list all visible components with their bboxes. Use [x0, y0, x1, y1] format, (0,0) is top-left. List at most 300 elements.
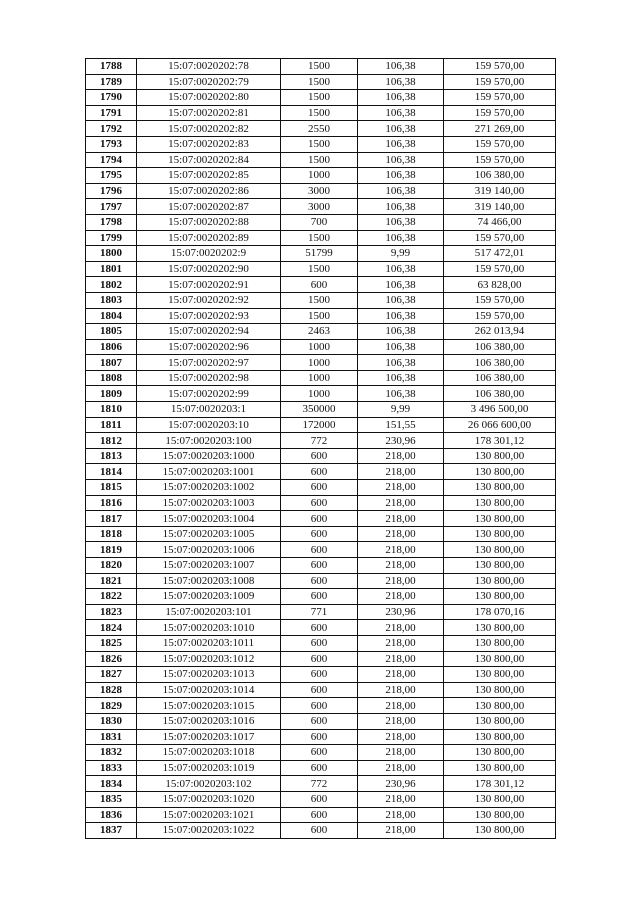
rate-cell: 106,38: [358, 339, 444, 355]
row-number-cell: 1820: [86, 558, 137, 574]
cadastral-number-cell: 15:07:0020203:1011: [137, 635, 281, 651]
rate-cell: 218,00: [358, 698, 444, 714]
row-number-cell: 1810: [86, 402, 137, 418]
cadastral-number-cell: 15:07:0020202:85: [137, 168, 281, 184]
row-number-cell: 1806: [86, 339, 137, 355]
area-cell: 600: [281, 635, 358, 651]
value-cell: 63 828,00: [444, 277, 556, 293]
row-number-cell: 1800: [86, 246, 137, 262]
value-cell: 106 380,00: [444, 168, 556, 184]
area-cell: 600: [281, 791, 358, 807]
cadastral-number-cell: 15:07:0020203:1012: [137, 651, 281, 667]
row-number-cell: 1809: [86, 386, 137, 402]
table-row: [86, 791, 556, 807]
row-number-cell: 1802: [86, 277, 137, 293]
row-number-cell: 1835: [86, 791, 137, 807]
row-number-cell: 1827: [86, 667, 137, 683]
rate-cell: 106,38: [358, 136, 444, 152]
rate-cell: 218,00: [358, 480, 444, 496]
value-cell: 159 570,00: [444, 152, 556, 168]
value-cell: 130 800,00: [444, 480, 556, 496]
cadastral-number-cell: 15:07:0020203:102: [137, 776, 281, 792]
rate-cell: 218,00: [358, 760, 444, 776]
rate-cell: 218,00: [358, 558, 444, 574]
cadastral-number-cell: 15:07:0020203:1017: [137, 729, 281, 745]
row-number-cell: 1805: [86, 324, 137, 340]
value-cell: 178 301,12: [444, 433, 556, 449]
area-cell: 600: [281, 807, 358, 823]
value-cell: 159 570,00: [444, 261, 556, 277]
area-cell: 600: [281, 464, 358, 480]
table-row: [86, 292, 556, 308]
area-cell: 600: [281, 480, 358, 496]
value-cell: 130 800,00: [444, 667, 556, 683]
table-row: [86, 823, 556, 839]
table-row: [86, 464, 556, 480]
area-cell: 600: [281, 698, 358, 714]
value-cell: 130 800,00: [444, 651, 556, 667]
area-cell: 51799: [281, 246, 358, 262]
area-cell: 771: [281, 604, 358, 620]
area-cell: 1000: [281, 355, 358, 371]
cadastral-number-cell: 15:07:0020203:1001: [137, 464, 281, 480]
value-cell: 130 800,00: [444, 526, 556, 542]
area-cell: 1500: [281, 59, 358, 75]
rate-cell: 106,38: [358, 90, 444, 106]
rate-cell: 106,38: [358, 370, 444, 386]
area-cell: 3000: [281, 199, 358, 215]
value-cell: 130 800,00: [444, 682, 556, 698]
rate-cell: 106,38: [358, 59, 444, 75]
cadastral-number-cell: 15:07:0020203:100: [137, 433, 281, 449]
rate-cell: 106,38: [358, 230, 444, 246]
rate-cell: 151,55: [358, 417, 444, 433]
area-cell: 600: [281, 495, 358, 511]
cadastral-number-cell: 15:07:0020202:99: [137, 386, 281, 402]
row-number-cell: 1804: [86, 308, 137, 324]
value-cell: 159 570,00: [444, 59, 556, 75]
row-number-cell: 1788: [86, 59, 137, 75]
table-row: [86, 90, 556, 106]
cadastral-number-cell: 15:07:0020203:1015: [137, 698, 281, 714]
row-number-cell: 1821: [86, 573, 137, 589]
row-number-cell: 1815: [86, 480, 137, 496]
row-number-cell: 1793: [86, 136, 137, 152]
rate-cell: 218,00: [358, 791, 444, 807]
rate-cell: 218,00: [358, 729, 444, 745]
value-cell: 271 269,00: [444, 121, 556, 137]
table-row: [86, 682, 556, 698]
area-cell: 172000: [281, 417, 358, 433]
area-cell: 600: [281, 745, 358, 761]
value-cell: 106 380,00: [444, 386, 556, 402]
table-row: [86, 511, 556, 527]
area-cell: 1500: [281, 105, 358, 121]
value-cell: 130 800,00: [444, 823, 556, 839]
cadastral-number-cell: 15:07:0020202:81: [137, 105, 281, 121]
table-row: [86, 729, 556, 745]
cadastral-number-cell: 15:07:0020203:1020: [137, 791, 281, 807]
rate-cell: 106,38: [358, 277, 444, 293]
rate-cell: 106,38: [358, 292, 444, 308]
cadastral-number-cell: 15:07:0020202:90: [137, 261, 281, 277]
cadastral-number-cell: 15:07:0020203:1003: [137, 495, 281, 511]
row-number-cell: 1814: [86, 464, 137, 480]
value-cell: 130 800,00: [444, 542, 556, 558]
table-row: [86, 635, 556, 651]
table-row: [86, 246, 556, 262]
value-cell: 130 800,00: [444, 589, 556, 605]
value-cell: 130 800,00: [444, 729, 556, 745]
value-cell: 178 301,12: [444, 776, 556, 792]
cadastral-number-cell: 15:07:0020203:1014: [137, 682, 281, 698]
cadastral-table: [85, 58, 556, 839]
table-row: [86, 105, 556, 121]
rate-cell: 106,38: [358, 324, 444, 340]
rate-cell: 218,00: [358, 823, 444, 839]
rate-cell: 218,00: [358, 651, 444, 667]
value-cell: 106 380,00: [444, 355, 556, 371]
rate-cell: 218,00: [358, 713, 444, 729]
row-number-cell: 1791: [86, 105, 137, 121]
area-cell: 600: [281, 682, 358, 698]
area-cell: 1000: [281, 339, 358, 355]
table-row: [86, 433, 556, 449]
area-cell: 600: [281, 542, 358, 558]
value-cell: 159 570,00: [444, 292, 556, 308]
cadastral-number-cell: 15:07:0020203:101: [137, 604, 281, 620]
area-cell: 1500: [281, 261, 358, 277]
row-number-cell: 1831: [86, 729, 137, 745]
cadastral-number-cell: 15:07:0020202:79: [137, 74, 281, 90]
cadastral-number-cell: 15:07:0020203:1004: [137, 511, 281, 527]
cadastral-number-cell: 15:07:0020202:88: [137, 214, 281, 230]
cadastral-number-cell: 15:07:0020202:87: [137, 199, 281, 215]
cadastral-number-cell: 15:07:0020202:93: [137, 308, 281, 324]
rate-cell: 106,38: [358, 183, 444, 199]
table-row: [86, 121, 556, 137]
value-cell: 130 800,00: [444, 558, 556, 574]
table-row: [86, 651, 556, 667]
area-cell: 3000: [281, 183, 358, 199]
area-cell: 600: [281, 667, 358, 683]
row-number-cell: 1798: [86, 214, 137, 230]
cadastral-number-cell: 15:07:0020203:1021: [137, 807, 281, 823]
value-cell: 130 800,00: [444, 464, 556, 480]
value-cell: 26 066 600,00: [444, 417, 556, 433]
area-cell: 600: [281, 589, 358, 605]
value-cell: 74 466,00: [444, 214, 556, 230]
rate-cell: 106,38: [358, 308, 444, 324]
row-number-cell: 1797: [86, 199, 137, 215]
value-cell: 130 800,00: [444, 698, 556, 714]
area-cell: 1500: [281, 292, 358, 308]
rate-cell: 106,38: [358, 214, 444, 230]
row-number-cell: 1829: [86, 698, 137, 714]
rate-cell: 218,00: [358, 745, 444, 761]
rate-cell: 106,38: [358, 152, 444, 168]
rate-cell: 9,99: [358, 402, 444, 418]
row-number-cell: 1817: [86, 511, 137, 527]
value-cell: 130 800,00: [444, 807, 556, 823]
cadastral-number-cell: 15:07:0020202:89: [137, 230, 281, 246]
area-cell: 600: [281, 558, 358, 574]
table-row: [86, 448, 556, 464]
value-cell: 3 496 500,00: [444, 402, 556, 418]
cadastral-number-cell: 15:07:0020202:84: [137, 152, 281, 168]
table-row: [86, 214, 556, 230]
rate-cell: 218,00: [358, 464, 444, 480]
value-cell: 130 800,00: [444, 791, 556, 807]
table-row: [86, 152, 556, 168]
table-row: [86, 495, 556, 511]
rate-cell: 218,00: [358, 573, 444, 589]
value-cell: 130 800,00: [444, 448, 556, 464]
value-cell: 178 070,16: [444, 604, 556, 620]
rate-cell: 106,38: [358, 261, 444, 277]
value-cell: 262 013,94: [444, 324, 556, 340]
row-number-cell: 1826: [86, 651, 137, 667]
area-cell: 600: [281, 729, 358, 745]
rate-cell: 106,38: [358, 355, 444, 371]
rate-cell: 230,96: [358, 776, 444, 792]
table-row: [86, 59, 556, 75]
row-number-cell: 1789: [86, 74, 137, 90]
area-cell: 600: [281, 620, 358, 636]
cadastral-number-cell: 15:07:0020203:1019: [137, 760, 281, 776]
table-row: [86, 589, 556, 605]
rate-cell: 230,96: [358, 604, 444, 620]
cadastral-number-cell: 15:07:0020202:97: [137, 355, 281, 371]
cadastral-number-cell: 15:07:0020202:78: [137, 59, 281, 75]
table-row: [86, 558, 556, 574]
table-row: [86, 573, 556, 589]
area-cell: 1500: [281, 90, 358, 106]
row-number-cell: 1833: [86, 760, 137, 776]
table-row: [86, 136, 556, 152]
cadastral-number-cell: 15:07:0020202:98: [137, 370, 281, 386]
cadastral-number-cell: 15:07:0020202:92: [137, 292, 281, 308]
rate-cell: 9,99: [358, 246, 444, 262]
rate-cell: 106,38: [358, 74, 444, 90]
area-cell: 2463: [281, 324, 358, 340]
row-number-cell: 1836: [86, 807, 137, 823]
row-number-cell: 1807: [86, 355, 137, 371]
rate-cell: 218,00: [358, 635, 444, 651]
row-number-cell: 1828: [86, 682, 137, 698]
area-cell: 772: [281, 433, 358, 449]
row-number-cell: 1795: [86, 168, 137, 184]
area-cell: 600: [281, 713, 358, 729]
table-row: [86, 386, 556, 402]
area-cell: 2550: [281, 121, 358, 137]
cadastral-number-cell: 15:07:0020203:1016: [137, 713, 281, 729]
row-number-cell: 1825: [86, 635, 137, 651]
row-number-cell: 1819: [86, 542, 137, 558]
row-number-cell: 1792: [86, 121, 137, 137]
cadastral-number-cell: 15:07:0020203:1005: [137, 526, 281, 542]
table-row: [86, 480, 556, 496]
value-cell: 130 800,00: [444, 635, 556, 651]
table-row: [86, 713, 556, 729]
row-number-cell: 1803: [86, 292, 137, 308]
rate-cell: 218,00: [358, 511, 444, 527]
area-cell: 600: [281, 277, 358, 293]
table-row: [86, 807, 556, 823]
value-cell: 106 380,00: [444, 339, 556, 355]
table-row: [86, 277, 556, 293]
cadastral-number-cell: 15:07:0020203:1002: [137, 480, 281, 496]
rate-cell: 106,38: [358, 121, 444, 137]
row-number-cell: 1794: [86, 152, 137, 168]
area-cell: 1000: [281, 370, 358, 386]
area-cell: 1500: [281, 136, 358, 152]
table-body: [86, 59, 556, 839]
area-cell: 700: [281, 214, 358, 230]
cadastral-number-cell: 15:07:0020202:82: [137, 121, 281, 137]
rate-cell: 106,38: [358, 168, 444, 184]
row-number-cell: 1808: [86, 370, 137, 386]
row-number-cell: 1801: [86, 261, 137, 277]
value-cell: 159 570,00: [444, 136, 556, 152]
table-row: [86, 183, 556, 199]
cadastral-number-cell: 15:07:0020202:80: [137, 90, 281, 106]
value-cell: 319 140,00: [444, 183, 556, 199]
rate-cell: 230,96: [358, 433, 444, 449]
area-cell: 1500: [281, 74, 358, 90]
table-row: [86, 526, 556, 542]
cadastral-number-cell: 15:07:0020202:91: [137, 277, 281, 293]
table-row: [86, 417, 556, 433]
value-cell: 159 570,00: [444, 230, 556, 246]
table-row: [86, 370, 556, 386]
table-row: [86, 74, 556, 90]
area-cell: 600: [281, 573, 358, 589]
rate-cell: 218,00: [358, 495, 444, 511]
rate-cell: 106,38: [358, 105, 444, 121]
cadastral-number-cell: 15:07:0020203:1013: [137, 667, 281, 683]
row-number-cell: 1822: [86, 589, 137, 605]
row-number-cell: 1812: [86, 433, 137, 449]
rate-cell: 218,00: [358, 448, 444, 464]
row-number-cell: 1837: [86, 823, 137, 839]
value-cell: 159 570,00: [444, 105, 556, 121]
rate-cell: 218,00: [358, 589, 444, 605]
area-cell: 600: [281, 511, 358, 527]
area-cell: 350000: [281, 402, 358, 418]
cadastral-number-cell: 15:07:0020202:96: [137, 339, 281, 355]
table-row: [86, 604, 556, 620]
rate-cell: 218,00: [358, 526, 444, 542]
row-number-cell: 1824: [86, 620, 137, 636]
area-cell: 600: [281, 823, 358, 839]
rate-cell: 106,38: [358, 199, 444, 215]
table-row: [86, 230, 556, 246]
cadastral-number-cell: 15:07:0020203:1022: [137, 823, 281, 839]
table-row: [86, 339, 556, 355]
table-row: [86, 776, 556, 792]
value-cell: 517 472,01: [444, 246, 556, 262]
row-number-cell: 1790: [86, 90, 137, 106]
rate-cell: 218,00: [358, 807, 444, 823]
rate-cell: 218,00: [358, 682, 444, 698]
value-cell: 319 140,00: [444, 199, 556, 215]
table-row: [86, 324, 556, 340]
value-cell: 159 570,00: [444, 74, 556, 90]
cadastral-number-cell: 15:07:0020203:1006: [137, 542, 281, 558]
cadastral-number-cell: 15:07:0020203:1018: [137, 745, 281, 761]
table-row: [86, 355, 556, 371]
table-row: [86, 261, 556, 277]
value-cell: 159 570,00: [444, 90, 556, 106]
table-row: [86, 402, 556, 418]
rate-cell: 218,00: [358, 667, 444, 683]
area-cell: 600: [281, 760, 358, 776]
area-cell: 772: [281, 776, 358, 792]
rate-cell: 218,00: [358, 620, 444, 636]
row-number-cell: 1796: [86, 183, 137, 199]
table-row: [86, 168, 556, 184]
rate-cell: 106,38: [358, 386, 444, 402]
area-cell: 1500: [281, 308, 358, 324]
table-row: [86, 542, 556, 558]
value-cell: 130 800,00: [444, 620, 556, 636]
row-number-cell: 1811: [86, 417, 137, 433]
value-cell: 159 570,00: [444, 308, 556, 324]
table-row: [86, 760, 556, 776]
value-cell: 106 380,00: [444, 370, 556, 386]
area-cell: 1000: [281, 168, 358, 184]
cadastral-number-cell: 15:07:0020202:86: [137, 183, 281, 199]
row-number-cell: 1830: [86, 713, 137, 729]
row-number-cell: 1832: [86, 745, 137, 761]
area-cell: 1500: [281, 230, 358, 246]
table-row: [86, 745, 556, 761]
row-number-cell: 1834: [86, 776, 137, 792]
row-number-cell: 1823: [86, 604, 137, 620]
value-cell: 130 800,00: [444, 511, 556, 527]
value-cell: 130 800,00: [444, 713, 556, 729]
value-cell: 130 800,00: [444, 760, 556, 776]
row-number-cell: 1818: [86, 526, 137, 542]
table-row: [86, 698, 556, 714]
cadastral-number-cell: 15:07:0020203:1007: [137, 558, 281, 574]
cadastral-number-cell: 15:07:0020202:9: [137, 246, 281, 262]
cadastral-number-cell: 15:07:0020203:10: [137, 417, 281, 433]
table-row: [86, 620, 556, 636]
cadastral-number-cell: 15:07:0020203:1009: [137, 589, 281, 605]
row-number-cell: 1816: [86, 495, 137, 511]
table-row: [86, 667, 556, 683]
area-cell: 600: [281, 651, 358, 667]
cadastral-number-cell: 15:07:0020203:1: [137, 402, 281, 418]
row-number-cell: 1799: [86, 230, 137, 246]
cadastral-number-cell: 15:07:0020202:83: [137, 136, 281, 152]
value-cell: 130 800,00: [444, 745, 556, 761]
rate-cell: 218,00: [358, 542, 444, 558]
row-number-cell: 1813: [86, 448, 137, 464]
cadastral-number-cell: 15:07:0020203:1008: [137, 573, 281, 589]
cadastral-number-cell: 15:07:0020202:94: [137, 324, 281, 340]
area-cell: 600: [281, 526, 358, 542]
table-row: [86, 199, 556, 215]
area-cell: 1000: [281, 386, 358, 402]
cadastral-number-cell: 15:07:0020203:1000: [137, 448, 281, 464]
value-cell: 130 800,00: [444, 495, 556, 511]
table-row: [86, 308, 556, 324]
value-cell: 130 800,00: [444, 573, 556, 589]
area-cell: 1500: [281, 152, 358, 168]
